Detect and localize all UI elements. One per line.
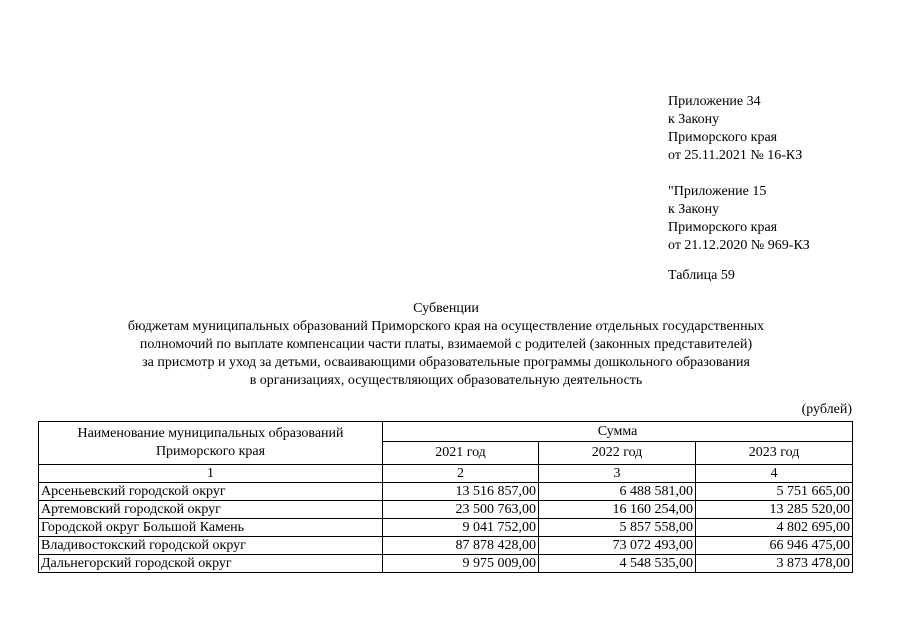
title-line: в организациях, осуществляющих образовательную деятельность (249, 373, 643, 388)
table-row (39, 501, 853, 519)
title-line: полномочий по выплате компенсации части платы, взимаемой с родителей (законных представителей) (139, 337, 753, 352)
amount-2021: 9 975 009,00 (383, 555, 539, 573)
column-header-year: 2023 год (696, 442, 853, 465)
appendix-line: Приморского края (668, 220, 778, 235)
appendix-block-current (668, 93, 888, 165)
appendix-line: от 25.11.2021 № 16-КЗ (668, 148, 803, 163)
column-header-name: Наименование муниципальных образований Приморского края (39, 422, 383, 465)
column-number: 1 (39, 465, 383, 483)
appendix-line: "Приложение 15 (668, 184, 767, 199)
column-number: 4 (696, 465, 853, 483)
amount-2021: 87 878 428,00 (383, 537, 539, 555)
amount-2023: 4 802 695,00 (696, 519, 853, 537)
title-line: бюджетам муниципальных образований Приморского края на осуществление отдельных государственных (127, 319, 765, 334)
amount-2023: 3 873 478,00 (696, 555, 853, 573)
amount-2023: 5 751 665,00 (696, 483, 853, 501)
title-heading: Субвенции (413, 301, 479, 316)
appendix-reference (668, 93, 888, 273)
amount-2022: 16 160 254,00 (539, 501, 696, 519)
municipality-name: Городской округ Большой Камень (39, 519, 383, 537)
amount-2021: 23 500 763,00 (383, 501, 539, 519)
column-header-sum: Сумма (383, 422, 853, 442)
amount-2022: 5 857 558,00 (539, 519, 696, 537)
amount-2022: 4 548 535,00 (539, 555, 696, 573)
appendix-line: Приложение 34 (668, 94, 761, 109)
document-title (40, 300, 852, 390)
column-number: 2 (383, 465, 539, 483)
amount-2023: 66 946 475,00 (696, 537, 853, 555)
table-row (39, 519, 853, 537)
column-header-year: 2021 год (383, 442, 539, 465)
table-row (39, 555, 853, 573)
appendix-block-original (668, 183, 888, 255)
amount-2022: 73 072 493,00 (539, 537, 696, 555)
municipality-name: Дальнегорский городской округ (39, 555, 383, 573)
appendix-line: Приморского края (668, 130, 778, 145)
municipality-name: Арсеньевский городской округ (39, 483, 383, 501)
subsidies-table (38, 421, 853, 573)
amount-2022: 6 488 581,00 (539, 483, 696, 501)
amount-2021: 13 516 857,00 (383, 483, 539, 501)
municipality-name: Артемовский городской округ (39, 501, 383, 519)
table-number: Таблица 59 (668, 268, 735, 283)
municipality-name: Владивостокский городской округ (39, 537, 383, 555)
amount-2021: 9 041 752,00 (383, 519, 539, 537)
appendix-line: к Закону (668, 112, 720, 127)
appendix-line: от 21.12.2020 № 969-КЗ (668, 238, 810, 253)
table-row (39, 537, 853, 555)
amount-2023: 13 285 520,00 (696, 501, 853, 519)
table-row (39, 483, 853, 501)
appendix-line: к Закону (668, 202, 720, 217)
column-number: 3 (539, 465, 696, 483)
column-header-year: 2022 год (539, 442, 696, 465)
units-label: (рублей) (801, 402, 852, 417)
title-line: за присмотр и уход за детьми, осваивающими образовательные программы дошкольного образования (142, 355, 750, 370)
